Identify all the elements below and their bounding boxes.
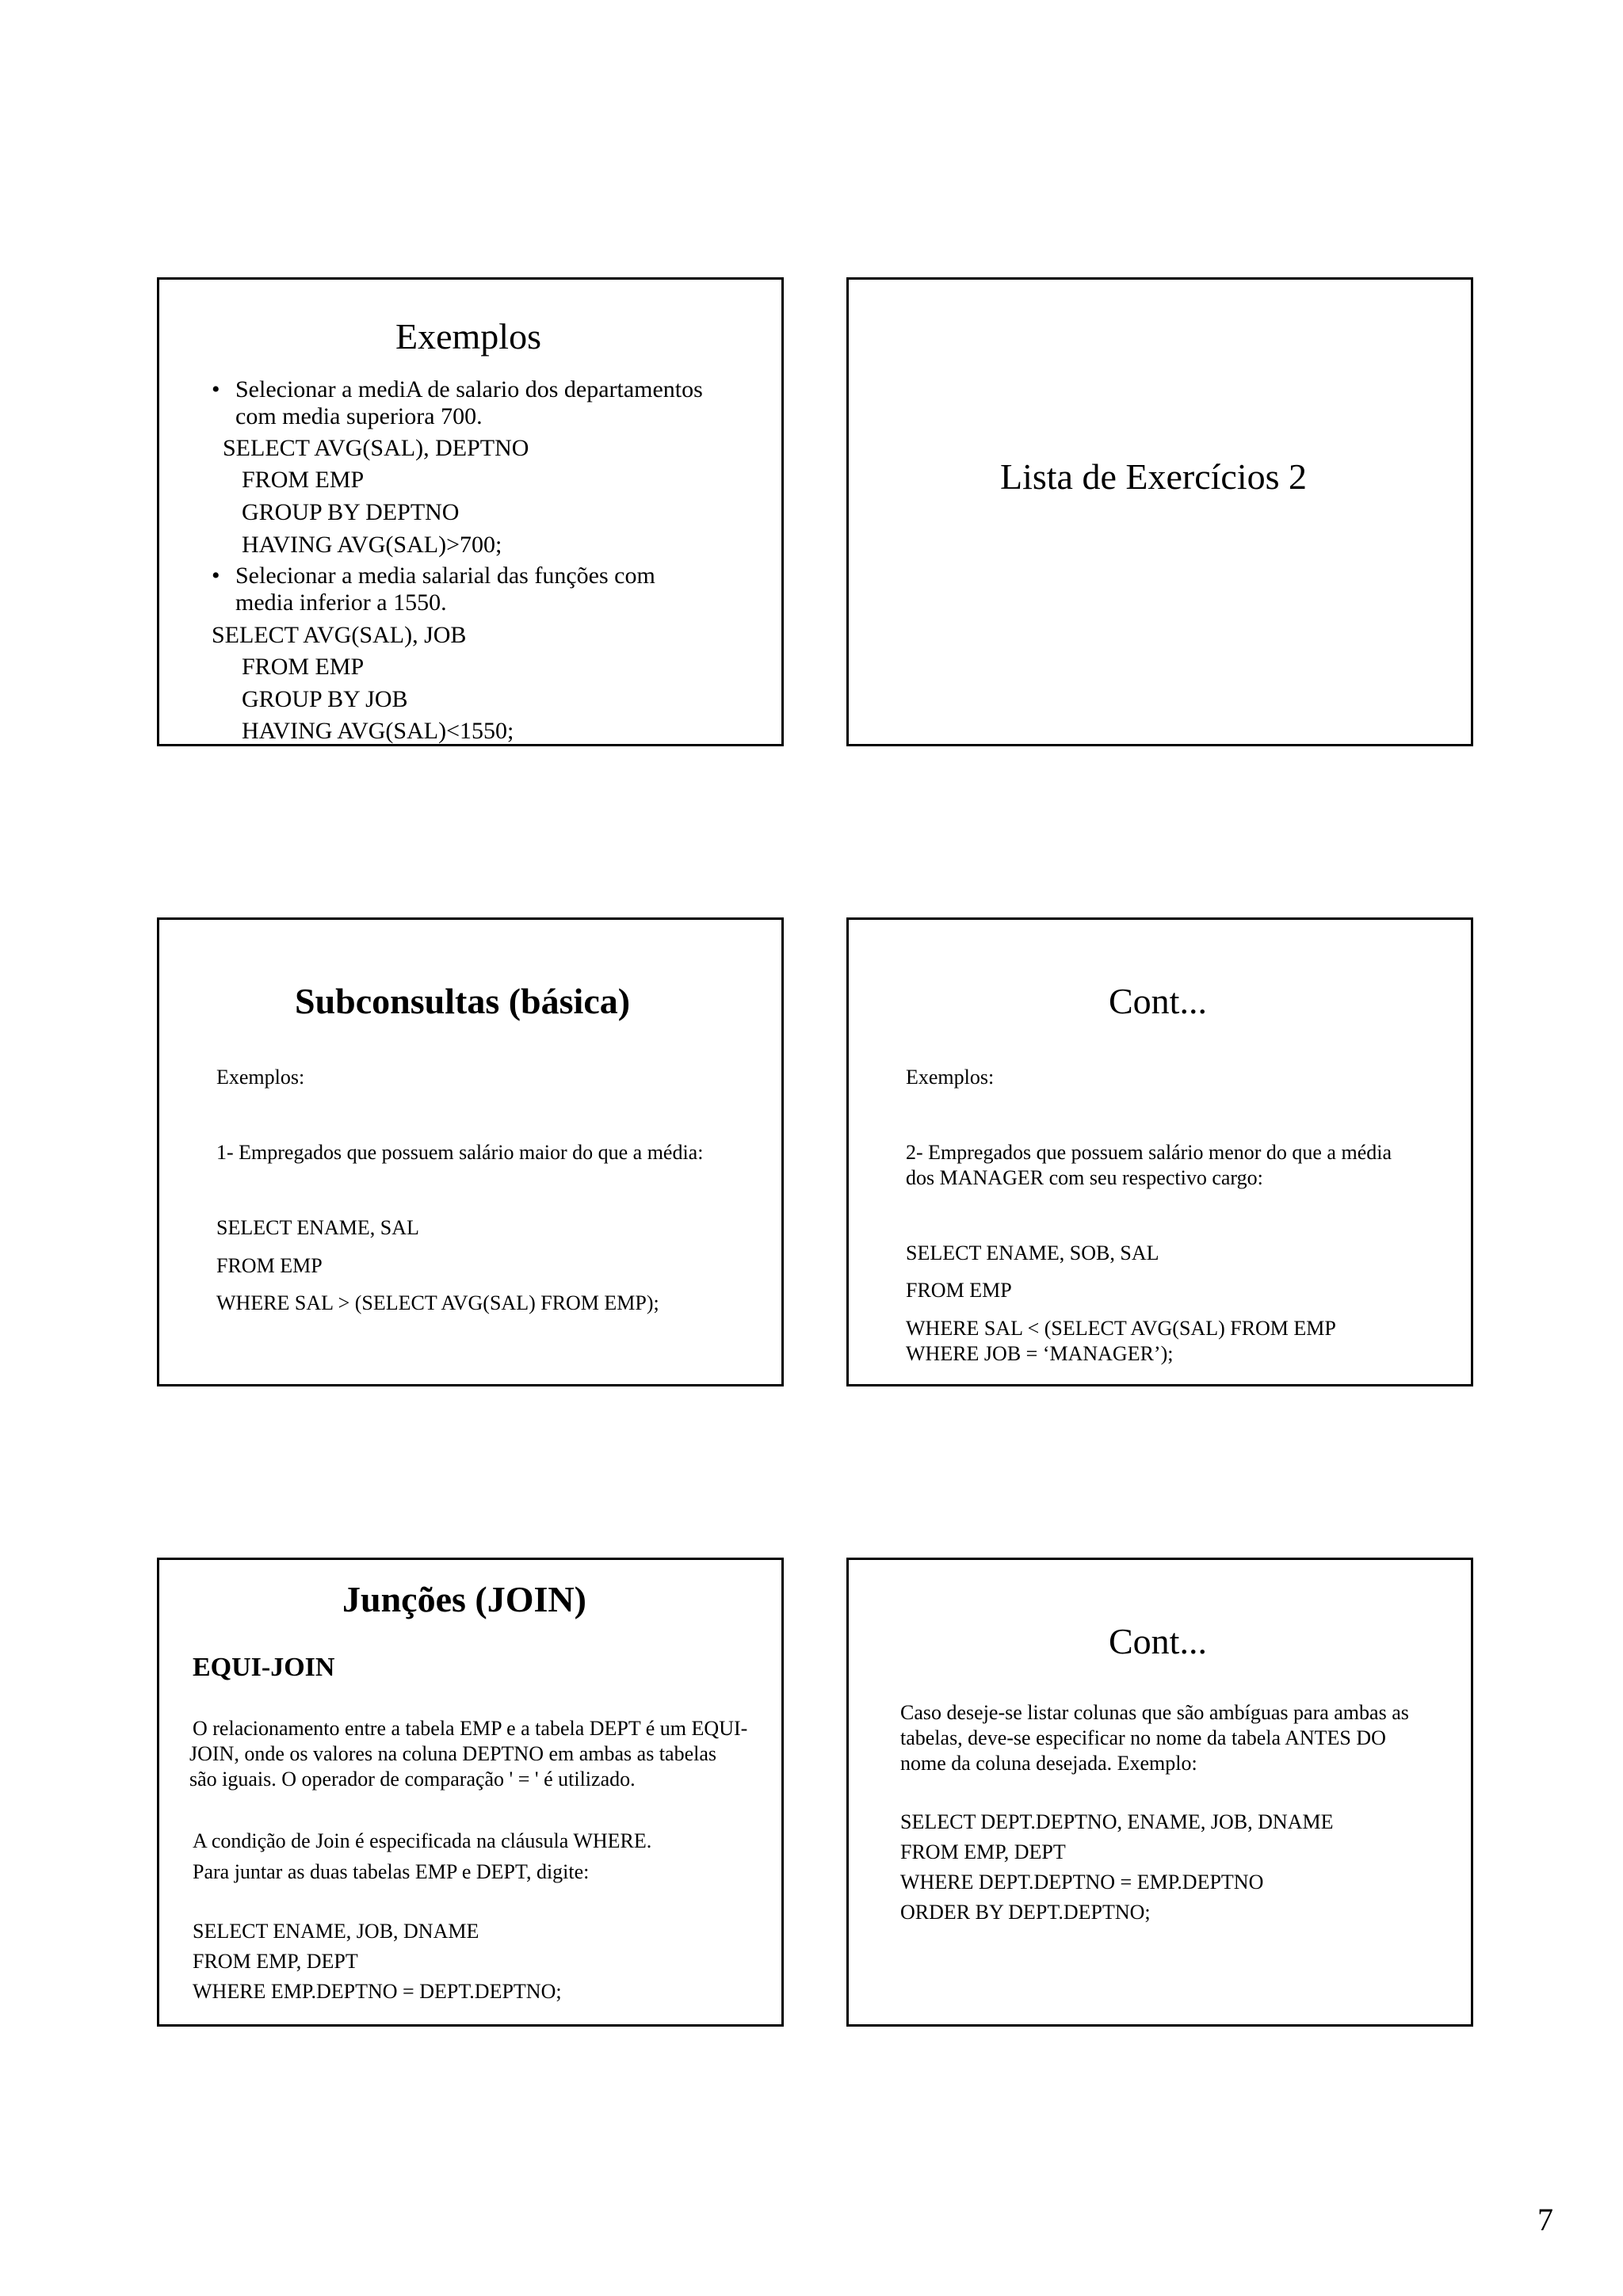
paragraph-line: tabelas, deve-se especificar no nome da tabela ANTES DO [900,1726,1386,1749]
code-line: SELECT DEPT.DEPTNO, ENAME, JOB, DNAME [900,1810,1334,1833]
paragraph-line: são iguais. O operador de comparação ' = ' é utilizado. [189,1768,636,1791]
slide-cont-subconsultas [846,917,1473,1386]
code-line: SELECT ENAME, SAL [216,1216,419,1239]
code-line: WHERE EMP.DEPTNO = DEPT.DEPTNO; [193,1980,562,2003]
page-number: 7 [1537,2202,1553,2237]
paragraph-line: nome da coluna desejada. Exemplo: [900,1752,1197,1775]
examples-label: Exemplos: [906,1066,995,1089]
slide-exemplos [157,277,784,746]
paragraph-line: Caso deseje-se listar colunas que são ambíguas para ambas as [900,1701,1409,1724]
examples-label: Exemplos: [216,1066,305,1089]
example-description: 1- Empregados que possuem salário maior do que a média: [216,1141,704,1164]
bullet-text: media inferior a 1550. [235,589,447,616]
example-description: 2- Empregados que possuem salário menor do que a média [906,1141,1392,1164]
slide-title: Exemplos [395,316,541,357]
code-line: GROUP BY JOB [242,686,408,712]
paragraph-line: JOIN, onde os valores na coluna DEPTNO em ambas as tabelas [189,1742,716,1765]
slide-subtitle: EQUI-JOIN [193,1653,335,1682]
code-line: FROM EMP [242,467,365,493]
paragraph-line: O relacionamento entre a tabela EMP e a tabela DEPT é um EQUI- [193,1717,748,1740]
slide-title: Cont... [1109,981,1207,1021]
code-line: FROM EMP [216,1254,323,1277]
slide-subconsultas [157,917,784,1386]
code-line: SELECT ENAME, SOB, SAL [906,1241,1159,1264]
code-line: WHERE JOB = ‘MANAGER’); [906,1342,1174,1365]
bullet-text: Selecionar a mediA de salario dos departamentos [235,376,703,402]
code-line: WHERE SAL > (SELECT AVG(SAL) FROM EMP); [216,1291,659,1314]
paragraph-line: Para juntar as duas tabelas EMP e DEPT, digite: [193,1860,590,1883]
code-line: SELECT AVG(SAL), DEPTNO [223,435,529,461]
slide-title: Junções (JOIN) [342,1579,586,1619]
example-description: dos MANAGER com seu respectivo cargo: [906,1166,1263,1189]
code-line: FROM EMP, DEPT [900,1840,1066,1863]
code-line: FROM EMP [242,654,365,680]
code-line: SELECT ENAME, JOB, DNAME [193,1920,479,1943]
code-line: WHERE SAL < (SELECT AVG(SAL) FROM EMP [906,1317,1336,1340]
bullet-text: Selecionar a media salarial das funções com [235,563,655,589]
slide-title: Lista de Exercícios 2 [1000,456,1308,497]
bullet-text: com media superiora 700. [235,403,483,429]
code-line: ORDER BY DEPT.DEPTNO; [900,1901,1151,1924]
slide-cont-juncoes [846,1558,1473,2027]
slide-title: Cont... [1109,1621,1207,1661]
bullet-icon: • [212,376,220,402]
slide-lista-exercicios [846,277,1473,746]
code-line: FROM EMP [906,1279,1012,1302]
code-line: SELECT AVG(SAL), JOB [212,622,467,648]
code-line: WHERE DEPT.DEPTNO = EMP.DEPTNO [900,1871,1264,1894]
slide-juncoes [157,1558,784,2027]
code-line: FROM EMP, DEPT [193,1950,358,1973]
code-line: GROUP BY DEPTNO [242,499,460,525]
slide-title: Subconsultas (básica) [295,981,631,1021]
code-line: HAVING AVG(SAL)<1550; [242,718,514,744]
bullet-icon: • [212,563,220,589]
code-line: HAVING AVG(SAL)>700; [242,532,502,558]
paragraph-line: A condição de Join é especificada na cláusula WHERE. [193,1829,652,1852]
